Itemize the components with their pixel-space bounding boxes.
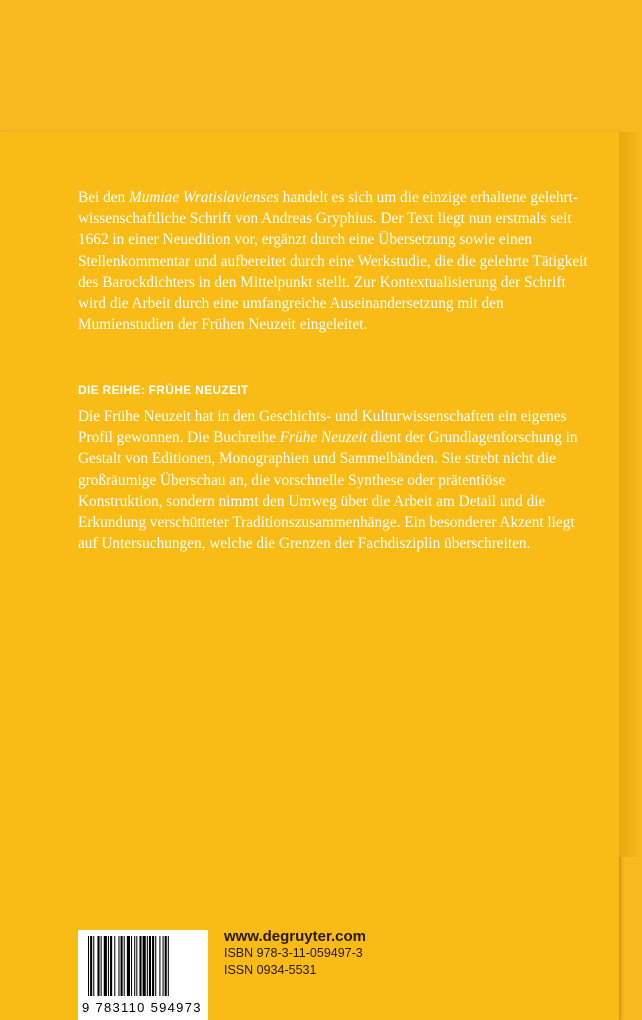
blurb-lead: Bei den [78, 189, 129, 206]
barcode-bar [101, 936, 102, 996]
barcode-bar [149, 936, 151, 996]
barcode-bar [155, 936, 156, 996]
barcode-bars [84, 936, 202, 998]
series-heading: DIE REIHE: FRÜHE NEUZEIT [78, 383, 249, 397]
barcode-bar [90, 936, 92, 996]
barcode-bar [163, 936, 164, 996]
blurb-rest: handelt es sich um die einzige erhaltene gelehrt-wissenschaftliche Schrift von Andreas Gryphius. Der Text liegt nun erstmals seit 1662 in einer Neuedition vor, ergänzt durch eine Übersetzung sowie einen Stellenkommentar und aufbereitet durch eine Werkstudie, die die gelehrte Tätigkeit des Barockdichters in den Mittelpunkt stellt. Zur Kontextualisierung der Schrift wird die Arbeit durch eine umfangreiche Auseinandersetzung mit den Mumienstudien der Frühen Neuzeit eingeleitet. [78, 189, 588, 334]
barcode-bar [108, 936, 109, 996]
barcode-bar [143, 936, 146, 996]
barcode-bar [152, 936, 154, 996]
barcode-digits: 9 783110 594973 [82, 1000, 202, 1015]
isbn-barcode [78, 930, 208, 1020]
barcode-bar [134, 936, 135, 996]
barcode-bar [104, 936, 107, 996]
barcode-bar [165, 936, 167, 996]
cover-edge-shadow [619, 132, 642, 857]
barcode-bar [168, 936, 169, 996]
barcode-bar [159, 936, 160, 996]
barcode-bar [136, 936, 137, 996]
isbn-number: ISBN 978-3-11-059497-3 [224, 946, 363, 960]
series-text-lead: Die Frühe Neuzeit hat in den Geschichts- und Kulturwissenschaften ein eigenes Profil gewonnen. Die Buchreihe [78, 408, 567, 447]
barcode-bar [110, 936, 112, 996]
issn-number: ISSN 0934-5531 [224, 963, 317, 977]
publisher-url: www.degruyter.com [224, 928, 366, 945]
barcode-bar [118, 936, 119, 996]
barcode-bar [88, 936, 89, 996]
series-description [78, 406, 588, 554]
blurb-book-title: Mumiae Wratislavienses [128, 189, 279, 206]
barcode-bar [139, 936, 141, 996]
barcode-bar [131, 936, 132, 996]
barcode-bar [114, 936, 115, 996]
barcode-bar [127, 936, 130, 996]
barcode-bar [147, 936, 148, 996]
publisher-info [224, 928, 366, 979]
barcode-bar [121, 936, 123, 996]
series-name: Frühe Neuzeit [279, 429, 367, 447]
barcode-bar [97, 936, 99, 996]
barcode-bar [124, 936, 125, 996]
barcode-bar [93, 936, 94, 996]
book-blurb [78, 187, 588, 335]
series-text-rest: dient der Grundlagenforschung in Gestalt von Editionen, Monographien und Sammelbänden. Sie strebt nicht die großräumige Überschau an, die vorschnelle Synthese oder prätentiöse Konstruktion, sondern nimmt den Umweg über die Arbeit am Detail und die Erkundung verschütteter Traditionszusammenhänge. Ein besonderer Akzent liegt auf Untersuchungen, welche die Grenzen der Fachdisziplin überschreiten. [78, 429, 578, 553]
